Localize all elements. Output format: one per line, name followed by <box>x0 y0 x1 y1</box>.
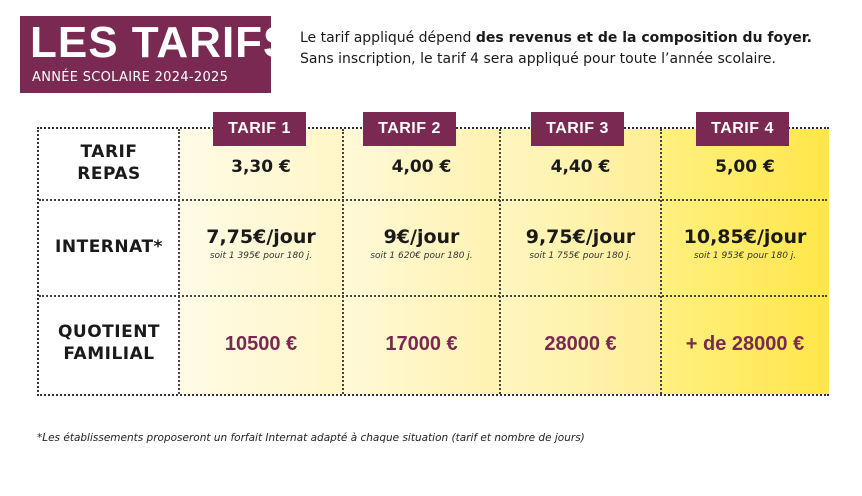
divider <box>39 199 827 201</box>
page-subtitle: ANNÉE SCOLAIRE 2024-2025 <box>32 70 229 85</box>
title-box <box>20 16 294 93</box>
intro-line-1 <box>300 28 812 49</box>
row-label-repas <box>39 141 179 185</box>
internat-value: 7,75€/jour <box>206 226 316 248</box>
tab-tarif-2: TARIF 2 <box>363 112 456 146</box>
row-label-repas-line2: REPAS <box>77 164 141 184</box>
intro-line-2: Sans inscription, le tarif 4 sera appliqué pour toute l’année scolaire. <box>300 51 776 67</box>
row-label-internat: INTERNAT* <box>55 237 163 257</box>
intro-text <box>300 28 812 70</box>
repas-value: 3,30 € <box>231 157 291 177</box>
row-label-repas-line1: TARIF <box>80 142 138 162</box>
row-label-quotient <box>39 321 179 365</box>
internat-sub: soit 1 620€ pour 180 j. <box>370 251 473 261</box>
quotient-value: + de 28000 € <box>685 333 805 355</box>
repas-value: 4,00 € <box>391 157 452 177</box>
internat-cell <box>179 226 343 261</box>
tab-tarif-1: TARIF 1 <box>213 112 306 146</box>
internat-sub: soit 1 755€ pour 180 j. <box>529 251 632 261</box>
intro-line-1-bold: des revenus et de la composition du foyer. <box>475 30 812 46</box>
tab-tarif-4: TARIF 4 <box>696 112 789 146</box>
internat-cell <box>500 226 661 261</box>
repas-value: 5,00 € <box>715 157 775 177</box>
tab-tarif-3: TARIF 3 <box>531 112 624 146</box>
quotient-value: 10500 € <box>224 333 298 355</box>
divider <box>39 295 827 297</box>
row-label-quotient-line2: FAMILIAL <box>63 344 155 364</box>
intro-line-1-normal: Le tarif appliqué dépend <box>300 30 476 46</box>
repas-value: 4,40 € <box>550 157 611 177</box>
page-title: LES TARIFS <box>30 18 294 67</box>
internat-cell <box>343 226 500 261</box>
footnote: *Les établissements proposeront un forfait Internat adapté à chaque situation (tarif et nombre de jours) <box>37 432 585 444</box>
quotient-value: 17000 € <box>385 333 458 355</box>
tarifs-table <box>37 127 829 396</box>
internat-sub: soit 1 395€ pour 180 j. <box>209 251 313 261</box>
internat-value: 9,75€/jour <box>525 226 636 248</box>
internat-sub: soit 1 953€ pour 180 j. <box>693 251 797 261</box>
internat-value: 10,85€/jour <box>683 226 807 248</box>
internat-cell <box>661 226 829 261</box>
row-label-quotient-line1: QUOTIENT <box>57 322 161 342</box>
internat-value: 9€/jour <box>383 226 460 248</box>
quotient-value: 28000 € <box>544 333 617 355</box>
